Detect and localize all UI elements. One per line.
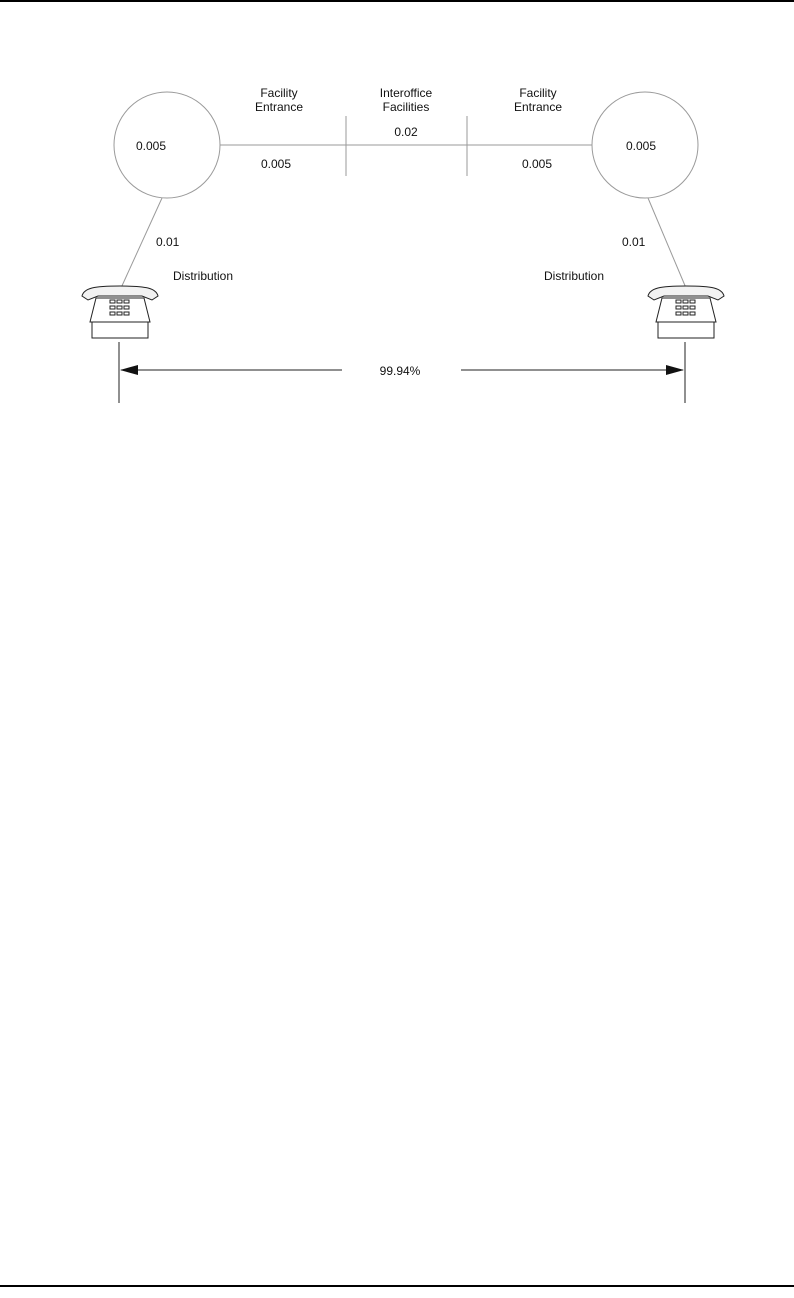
right-telephone-icon xyxy=(648,286,724,338)
dimension-arrow-left xyxy=(120,365,138,375)
interoffice-line1: Interoffice xyxy=(379,86,433,100)
facility-entrance-right-value: 0.005 xyxy=(521,157,553,171)
distribution-left-label: Distribution xyxy=(173,269,234,283)
left-office-value: 0.005 xyxy=(136,139,167,153)
distribution-right-value: 0.01 xyxy=(622,235,646,249)
availability-diagram xyxy=(0,0,794,420)
facility-entrance-left-line1: Facility xyxy=(260,86,298,100)
left-telephone-icon xyxy=(82,286,158,338)
facility-entrance-right-line1: Facility xyxy=(519,86,557,100)
distribution-right-label: Distribution xyxy=(544,269,605,283)
bottom-rule xyxy=(0,1285,794,1287)
right-office-value: 0.005 xyxy=(626,139,657,153)
facility-entrance-left-value: 0.005 xyxy=(260,157,292,171)
right-distribution-line xyxy=(648,198,686,288)
facility-entrance-right-line2: Entrance xyxy=(513,100,563,114)
distribution-left-value: 0.01 xyxy=(156,235,180,249)
interoffice-line2: Facilities xyxy=(382,100,430,114)
end-to-end-availability: 99.94% xyxy=(379,364,421,378)
left-central-office-circle xyxy=(114,92,220,198)
interoffice-value: 0.02 xyxy=(394,125,418,139)
dimension-arrow-right xyxy=(666,365,684,375)
facility-entrance-left-line2: Entrance xyxy=(254,100,304,114)
